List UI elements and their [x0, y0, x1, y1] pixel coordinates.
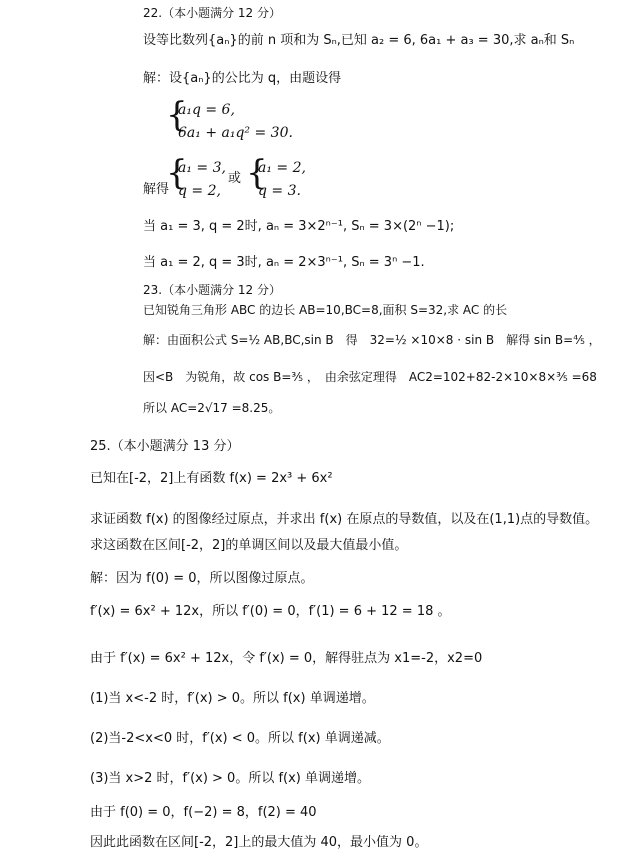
problem-25-question: 已知在[-2，2]上有函数 f(x) = 2x³ + 6x² [90, 471, 333, 486]
stationary-points: 由于 f′(x) = 6x² + 12x，令 f′(x) = 0，解得驻点为 x1=-2，x2=0 [90, 651, 483, 666]
problem-23-question: 已知锐角三角形 ABC 的边长 AB=10,BC=8,面积 S=32,求 AC 的长 [143, 303, 508, 317]
result-2-a1: a₁ = 2, [258, 160, 306, 176]
solve-label: 解得 [143, 182, 170, 197]
problem-22-solution-intro: 解：设{aₙ}的公比为 q，由题设得 [143, 71, 342, 86]
result-2-q: q = 3. [258, 183, 301, 199]
function-values: 由于 f(0) = 0，f(−2) = 8，f(2) = 40 [90, 805, 317, 820]
monotonic-case-1: (1)当 x<-2 时，f′(x) > 0。所以 f(x) 单调递增。 [90, 691, 375, 706]
problem-23-step-2: 因<B 为锐角，故 cos B=⅗ ， 由余弦定理得 AC2=102+82-2×10×8×⅗ =68 [143, 370, 597, 384]
problem-25-part-a: 求证函数 f(x) 的图像经过原点，并求出 f(x) 在原点的导数值，以及在(1,1)点的导数值。 [90, 512, 599, 527]
derivative-values: f′(x) = 6x² + 12x，所以 f′(0) = 0，f′(1) = 6 + 12 = 18 。 [90, 604, 451, 619]
result-1-a1: a₁ = 3, [178, 160, 226, 176]
monotonic-case-3: (3)当 x>2 时，f′(x) > 0。所以 f(x) 单调递增。 [90, 771, 371, 786]
conclusion: 因此此函数在区间[-2，2]上的最大值为 40，最小值为 0。 [90, 835, 428, 850]
brace-result-2: { [246, 153, 268, 193]
system-eq-2: 6a₁ + a₁q² = 30. [178, 125, 293, 141]
brace-system: { [166, 95, 188, 135]
problem-23-step-1: 解：由面积公式 S=½ AB,BC,sin B 得 32=½ ×10×8 · sin B 解得 sin B=⅘ ， [143, 333, 601, 347]
problem-23-step-3: 所以 AC=2√17 =8.25。 [143, 401, 281, 415]
system-eq-1: a₁q = 6, [178, 102, 235, 118]
case-1: 当 a₁ = 3, q = 2时, aₙ = 3×2ⁿ⁻¹, Sₙ = 3×(2ⁿ −1); [143, 219, 455, 234]
result-1-q: q = 2, [178, 183, 221, 199]
problem-22-title: 22.（本小题满分 12 分） [143, 6, 281, 20]
brace-result-1: { [166, 153, 188, 193]
case-2: 当 a₁ = 2, q = 3时, aₙ = 2×3ⁿ⁻¹, Sₙ = 3ⁿ −1. [143, 255, 425, 270]
or-label: 或 [228, 171, 242, 186]
problem-23-title: 23.（本小题满分 12 分） [143, 283, 281, 297]
problem-25-part-b: 求这函数在区间[-2，2]的单调区间以及最大值最小值。 [90, 538, 408, 553]
problem-25-title: 25.（本小题满分 13 分） [90, 439, 240, 454]
problem-22-question: 设等比数列{aₙ}的前 n 项和为 Sₙ,已知 a₂ = 6, 6a₁ + a₃ = 30,求 aₙ和 Sₙ [143, 33, 575, 48]
monotonic-case-2: (2)当-2<x<0 时，f′(x) < 0。所以 f(x) 单调递减。 [90, 731, 390, 746]
problem-25-solution-intro: 解：因为 f(0) = 0，所以图像过原点。 [90, 571, 314, 586]
